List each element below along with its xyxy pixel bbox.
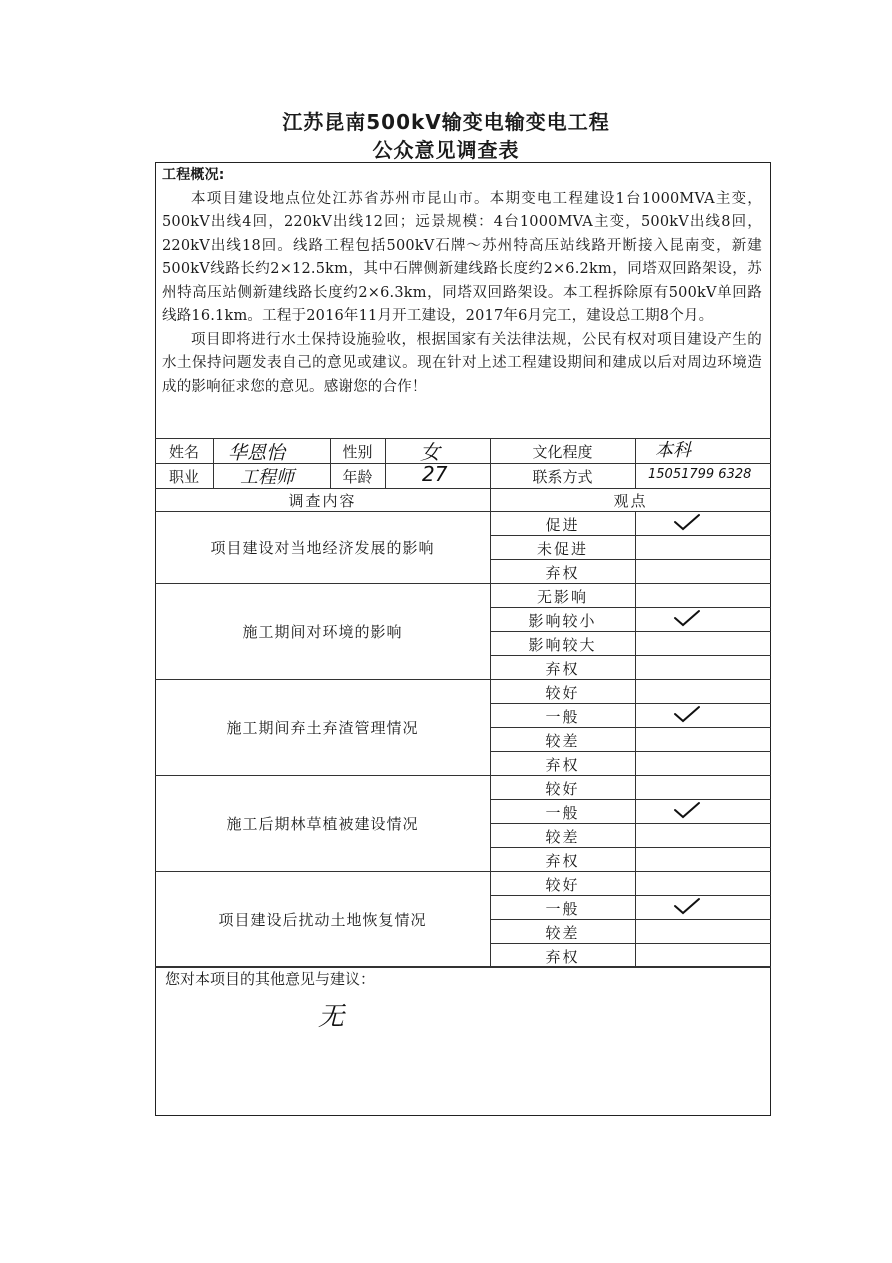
job-value: 工程师 [240, 467, 294, 488]
option-label: 促进 [545, 516, 580, 534]
overview-paragraph-2: 项目即将进行水土保持设施验收，根据国家有关法律法规，公民有权对项目建设产生的水土保持问题发表自己的意见或建议。现在针对上述工程建设期间和建成以后对周边环境造成的影响征求您的意见。感谢您的合作！ [162, 331, 762, 395]
grid-line [155, 583, 771, 584]
grid-line [213, 438, 214, 488]
checkmark-icon [672, 609, 702, 627]
option-label: 一般 [545, 804, 580, 822]
grid-line [385, 438, 386, 488]
age-label: 年龄 [342, 468, 373, 486]
grid-line [155, 679, 771, 680]
opinion-header: 观点 [613, 492, 648, 510]
option-label: 一般 [545, 900, 580, 918]
grid-line [155, 775, 771, 776]
job-label: 职业 [168, 468, 199, 486]
grid-line [490, 919, 771, 920]
education-label: 文化程度 [532, 443, 593, 461]
gender-label: 性别 [342, 443, 373, 461]
checkmark-icon [672, 897, 702, 915]
grid-line [635, 438, 636, 488]
contact-value: 15051799 6328 [648, 467, 752, 482]
option-label: 较差 [545, 924, 580, 942]
content-header: 调查内容 [288, 492, 357, 510]
name-value: 华恩怡 [228, 442, 286, 464]
grid-line [155, 966, 771, 967]
option-label: 无影响 [536, 588, 588, 606]
option-label: 弃权 [545, 852, 580, 870]
grid-line [490, 607, 771, 608]
name-label: 姓名 [168, 443, 199, 461]
option-label: 未促进 [536, 540, 588, 558]
education-value: 本科 [655, 440, 691, 461]
checkmark-icon [672, 801, 702, 819]
document-title: 江苏昆南500kV输变电输变电工程 [282, 110, 610, 134]
grid-line [635, 511, 636, 583]
gender-value: 女 [420, 440, 440, 464]
overview-paragraph-1: 本项目建设地点位处江苏省苏州市昆山市。本期变电工程建设1台1000MVA主变，500kV出线4回，220kV出线12回；远景规模：4台1000MVA主变，500kV出线8回，220kV出线18回。线路工程包括500kV石牌～苏州特高压站线路开断接入昆南变，新建500kV线路长约2×12.5km，其中石牌侧新建线路长度约2×6.2km，同塔双回路架设，苏州特高压站侧新建线路长度约2×6.3km，同塔双回路架设。本工程拆除原有500kV单回路线路16.1km。工程于2016年11月开工建设，2017年6月完工，建设总工期8个月。 [162, 190, 762, 324]
grid-line [490, 703, 771, 704]
grid-line [490, 655, 771, 656]
option-label: 影响较小 [528, 612, 597, 630]
overview-heading: 工程概况: [162, 167, 225, 183]
question-topic: 项目建设后扰动土地恢复情况 [218, 911, 427, 929]
grid-line [490, 751, 771, 752]
grid-line [490, 847, 771, 848]
option-label: 弃权 [545, 564, 580, 582]
grid-line [490, 895, 771, 896]
option-label: 较好 [545, 780, 580, 798]
grid-line [490, 943, 771, 944]
option-label: 较好 [545, 684, 580, 702]
grid-line [490, 727, 771, 728]
document-subtitle: 公众意见调查表 [372, 138, 520, 162]
grid-line [490, 631, 771, 632]
remarks-label: 您对本项目的其他意见与建议： [165, 970, 376, 988]
contact-label: 联系方式 [532, 468, 593, 486]
question-topic: 施工期间对环境的影响 [242, 623, 403, 641]
age-value: 27 [422, 462, 448, 486]
option-label: 弃权 [545, 660, 580, 678]
grid-line [490, 823, 771, 824]
option-label: 较差 [545, 732, 580, 750]
grid-line [490, 535, 771, 536]
question-topic: 施工期间弃土弃渣管理情况 [226, 719, 419, 737]
option-label: 较差 [545, 828, 580, 846]
grid-line [155, 871, 771, 872]
option-label: 一般 [545, 708, 580, 726]
project-overview [162, 164, 762, 399]
grid-line [155, 511, 771, 512]
checkmark-icon [672, 513, 702, 531]
question-topic: 施工后期林草植被建设情况 [226, 815, 419, 833]
option-label: 弃权 [545, 948, 580, 966]
option-label: 弃权 [545, 756, 580, 774]
option-label: 较好 [545, 876, 580, 894]
grid-line [490, 799, 771, 800]
grid-line [490, 559, 771, 560]
option-label: 影响较大 [528, 636, 597, 654]
remarks-value: 无 [318, 1002, 345, 1032]
checkmark-icon [672, 705, 702, 723]
question-topic: 项目建设对当地经济发展的影响 [210, 539, 435, 557]
